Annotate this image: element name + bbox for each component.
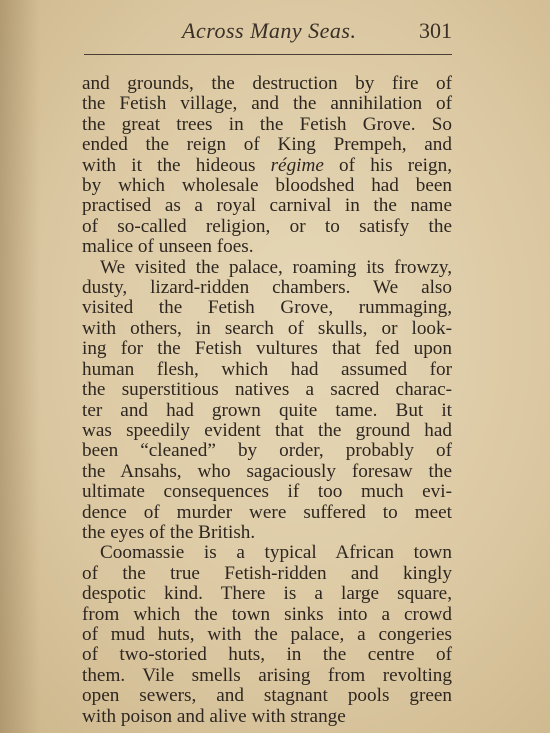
text-line: open sewers, and stagnant pools green bbox=[82, 685, 452, 707]
text-line: from which the town sinks into a crowd bbox=[82, 603, 452, 625]
text-line: the Fetish village, and the annihilation of bbox=[82, 93, 452, 115]
paragraph bbox=[82, 543, 452, 727]
gutter-shadow bbox=[0, 0, 40, 733]
text-line: with it the hideous régime of his reign, bbox=[82, 154, 452, 176]
text-line: with others, in search of skulls, or look- bbox=[82, 317, 452, 339]
paragraph bbox=[82, 74, 452, 258]
text-line: visited the Fetish Grove, rummaging, bbox=[82, 297, 452, 319]
text-line: ing for the Fetish vultures that fed upon bbox=[82, 338, 452, 360]
text-line: been “cleaned” by order, probably of bbox=[82, 440, 452, 462]
text-line: of mud huts, with the palace, a congeries bbox=[82, 623, 452, 645]
text-line: them. Vile smells arising from revolting bbox=[82, 664, 452, 686]
text-line: the eyes of the British. bbox=[82, 521, 256, 543]
text-line: ultimate consequences if too much evi- bbox=[82, 481, 452, 503]
text-line: ended the reign of King Prempeh, and bbox=[82, 134, 452, 156]
text-line: by which wholesale bloodshed had been bbox=[82, 175, 452, 197]
text-line: of so-called religion, or to satisfy the bbox=[82, 215, 452, 237]
body-text bbox=[82, 74, 452, 727]
page-number: 301 bbox=[419, 18, 452, 43]
text-line: dence of murder were suffered to meet bbox=[82, 501, 452, 523]
text-line: with poison and alive with strange bbox=[82, 705, 346, 727]
text-line: the superstitious natives a sacred charac- bbox=[82, 379, 452, 401]
text-line: despotic kind. There is a large square, bbox=[82, 583, 452, 605]
text-line: We visited the palace, roaming its frowzy, bbox=[100, 256, 452, 278]
text-line: was speedily evident that the ground had bbox=[82, 419, 452, 441]
text-line: the great trees in the Fetish Grove. So bbox=[82, 113, 452, 135]
text-line: practised as a royal carnival in the name bbox=[82, 195, 452, 217]
page-header bbox=[84, 8, 452, 48]
running-title: Across Many Seas. bbox=[182, 18, 357, 43]
header-rule bbox=[84, 54, 452, 55]
text-line: malice of unseen foes. bbox=[82, 236, 254, 258]
paragraph bbox=[82, 258, 452, 544]
text-line: dusty, lizard-ridden chambers. We also bbox=[82, 277, 452, 299]
text-line: Coomassie is a typical African town bbox=[100, 542, 452, 564]
text-line: of two-storied huts, in the centre of bbox=[82, 644, 452, 666]
text-line: the Ansahs, who sagaciously foresaw the bbox=[82, 460, 452, 482]
text-line: human flesh, which had assumed for bbox=[82, 358, 452, 380]
text-line: ter and had grown quite tame. But it bbox=[82, 399, 452, 421]
text-line: and grounds, the destruction by fire of bbox=[82, 73, 452, 94]
text-line: of the true Fetish-ridden and kingly bbox=[82, 562, 452, 584]
